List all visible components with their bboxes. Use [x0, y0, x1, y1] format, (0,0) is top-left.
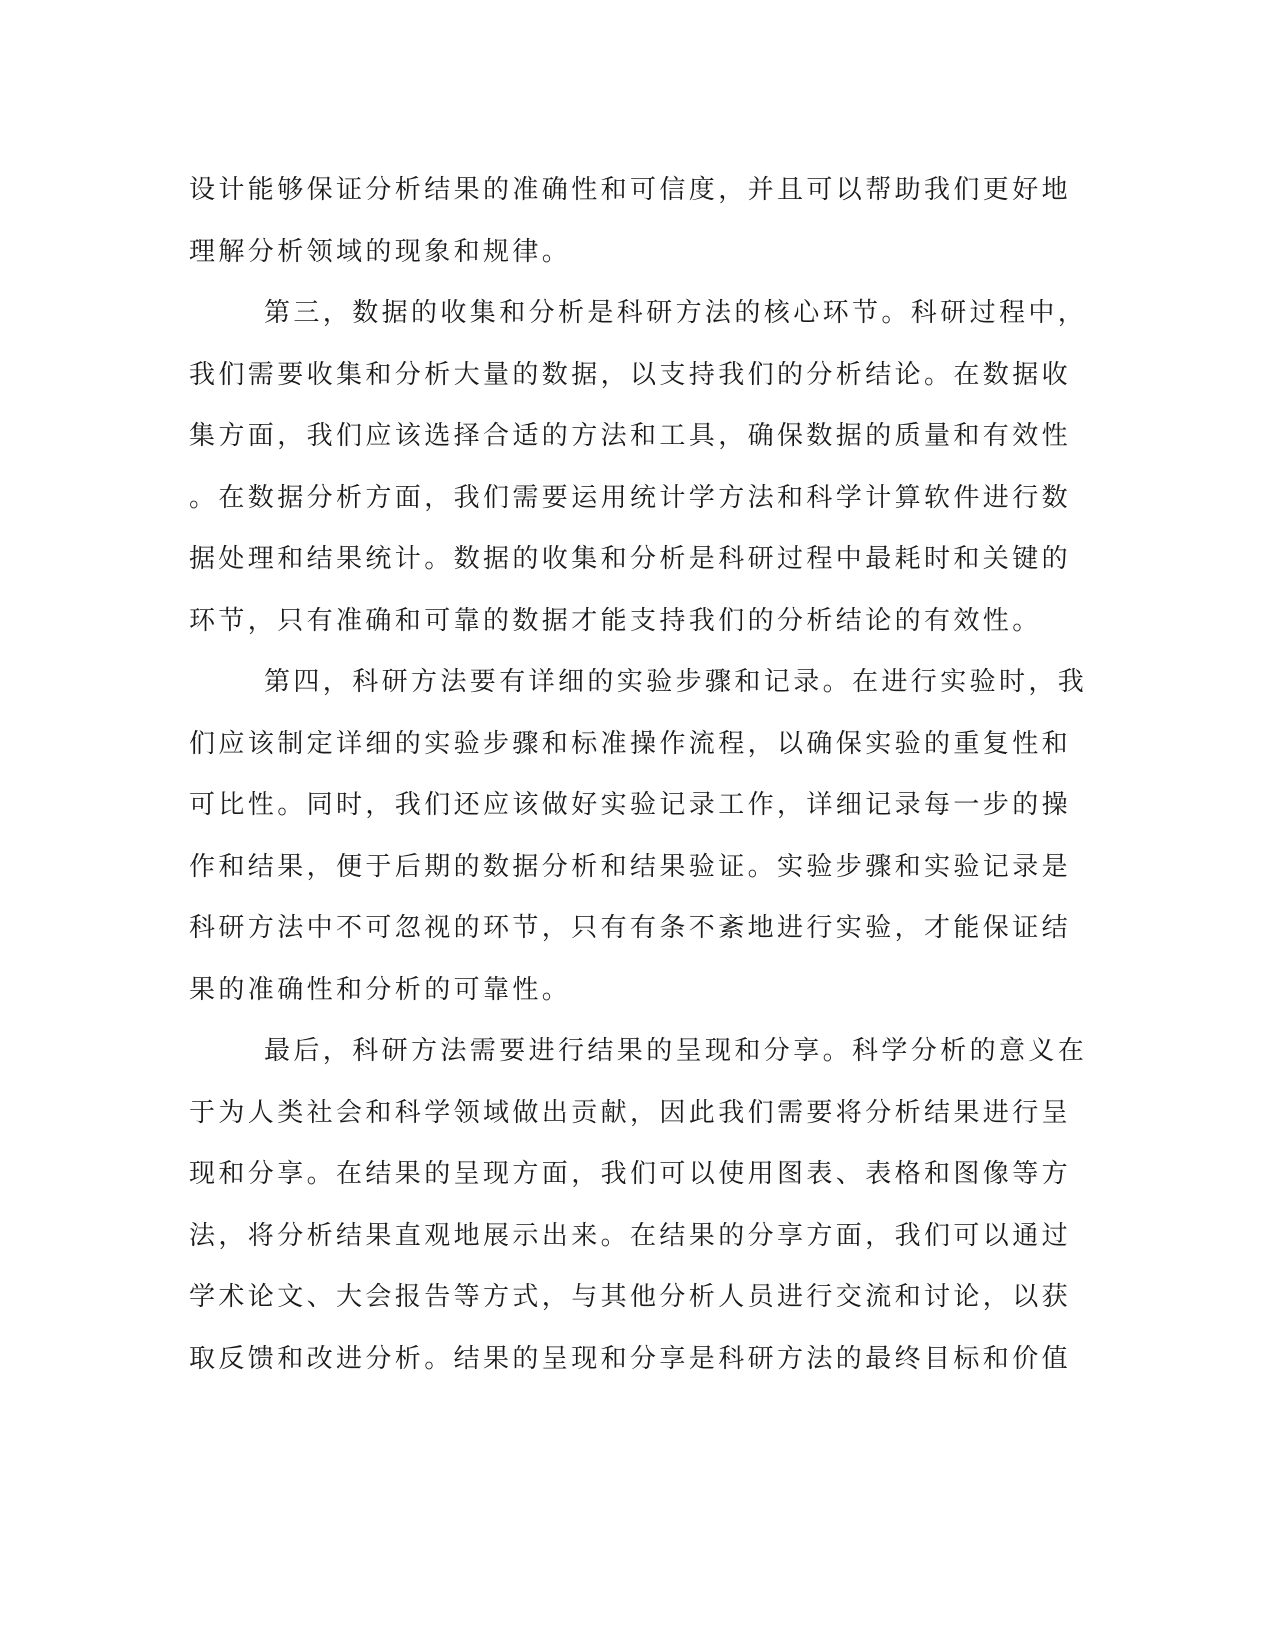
- paragraph-2: [189, 283, 1088, 652]
- text-line: 学术论文、大会报告等方式，与其他分析人员进行交流和讨论，以获: [189, 1282, 1072, 1312]
- text-line: 最后，科研方法需要进行结果的呈现和分享。科学分析的意义在: [264, 1036, 1088, 1066]
- paragraph-4: [189, 1021, 1088, 1390]
- text-line: 理解分析领域的现象和规律。: [189, 236, 572, 267]
- text-line: 取反馈和改进分析。结果的呈现和分享是科研方法的最终目标和价值: [189, 1343, 1072, 1374]
- text-line: 我们需要收集和分析大量的数据，以支持我们的分析结论。在数据收: [189, 359, 1072, 390]
- text-line: 科研方法中不可忽视的环节，只有有条不紊地进行实验，才能保证结: [189, 913, 1072, 943]
- text-line: 们应该制定详细的实验步骤和标准操作流程，以确保实验的重复性和: [189, 728, 1072, 759]
- text-line: 法，将分析结果直观地展示出来。在结果的分享方面，我们可以通过: [189, 1220, 1072, 1251]
- text-line: 作和结果，便于后期的数据分析和结果验证。实验步骤和实验记录是: [189, 851, 1072, 882]
- text-line: 设计能够保证分析结果的准确性和可信度，并且可以帮助我们更好地: [189, 175, 1072, 205]
- text-line: 集方面，我们应该选择合适的方法和工具，确保数据的质量和有效性: [189, 421, 1072, 451]
- paragraph-3: [189, 652, 1088, 1021]
- text-line: 现和分享。在结果的呈现方面，我们可以使用图表、表格和图像等方: [189, 1159, 1072, 1189]
- text-line: 。在数据分析方面，我们需要运用统计学方法和科学计算软件进行数: [189, 482, 1072, 513]
- paragraph-1: [189, 160, 1072, 283]
- text-line: 据处理和结果统计。数据的收集和分析是科研过程中最耗时和关键的: [189, 544, 1072, 574]
- text-line: 第三，数据的收集和分析是科研方法的核心环节。科研过程中，: [264, 298, 1088, 328]
- text-line: 于为人类社会和科学领域做出贡献，因此我们需要将分析结果进行呈: [189, 1097, 1072, 1128]
- text-line: 环节，只有准确和可靠的数据才能支持我们的分析结论的有效性。: [189, 605, 1042, 636]
- text-line: 第四，科研方法要有详细的实验步骤和记录。在进行实验时，我: [264, 667, 1088, 697]
- text-line: 可比性。同时，我们还应该做好实验记录工作，详细记录每一步的操: [189, 790, 1072, 820]
- body-text: [189, 160, 1088, 1390]
- text-line: 果的准确性和分析的可靠性。: [189, 974, 572, 1005]
